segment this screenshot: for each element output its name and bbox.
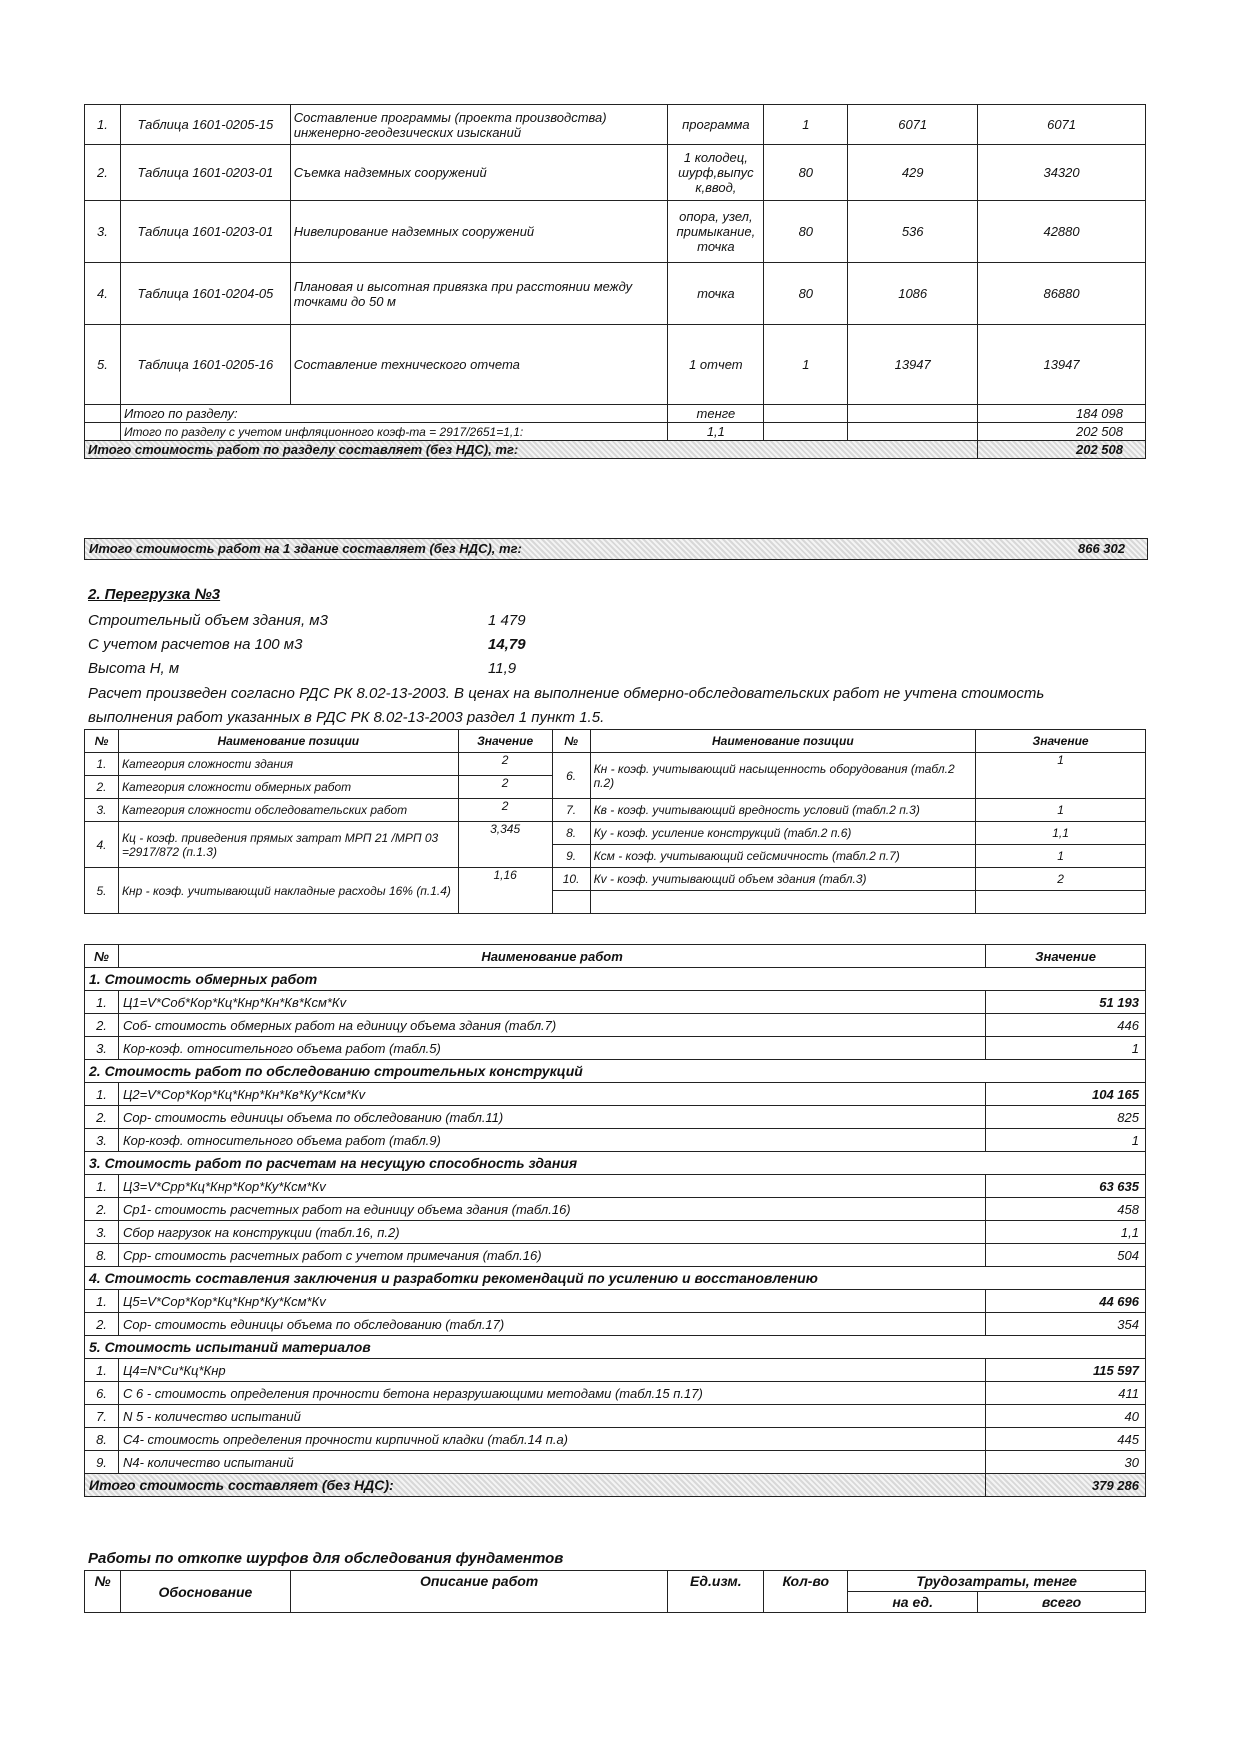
row-description: Составление технического отчета: [290, 325, 668, 405]
table-row: [85, 1037, 1146, 1060]
section-title: 1. Стоимость обмерных работ: [85, 968, 1146, 991]
table-row: [85, 1359, 1146, 1382]
survey-works-table: [84, 104, 1146, 459]
coef-value: 2: [458, 753, 552, 776]
empty-cell: [85, 405, 121, 423]
coef-number: 1.: [85, 753, 119, 776]
row-number: 1.: [85, 1083, 119, 1106]
row-total: 86880: [978, 263, 1146, 325]
coef-name: Кц - коэф. приведения прямых затрат МРП 21 /МРП 03 =2917/872 (п.1.3): [118, 822, 458, 868]
row-value: 354: [986, 1313, 1146, 1336]
coef-number: 8.: [552, 822, 590, 845]
row-value: 446: [986, 1014, 1146, 1037]
row-unit: 1 колодец, шурф,выпус к,ввод,: [668, 145, 764, 201]
empty-cell: [590, 891, 976, 914]
section-title: 2. Стоимость работ по обследованию строительных конструкций: [85, 1060, 1146, 1083]
column-header: Значение: [976, 730, 1146, 753]
coef-number: 6.: [552, 753, 590, 799]
building-total-value: 866 302: [1078, 541, 1125, 556]
empty-cell: [764, 405, 848, 423]
row-name: Ц1=V*Соб*Кор*Кц*Кнр*Кн*Кв*Ксм*Кv: [118, 991, 985, 1014]
row-name: Сор- стоимость единицы объема по обследованию (табл.11): [118, 1106, 985, 1129]
column-header: Значение: [986, 945, 1146, 968]
table-row: [85, 868, 1146, 891]
coef-name: Категория сложности обследовательских работ: [118, 799, 458, 822]
row-qty: 80: [764, 201, 848, 263]
param-row: Высота Н, м 11,9: [88, 660, 517, 677]
coef-number: 10.: [552, 868, 590, 891]
cost-calculation-table: [84, 944, 1146, 1497]
header-qty: Кол-во: [764, 1571, 848, 1613]
row-value: 1: [986, 1129, 1146, 1152]
column-header: Наименование позиции: [590, 730, 976, 753]
table-row: [85, 201, 1146, 263]
table-row: [85, 822, 1146, 845]
table-row: [85, 1106, 1146, 1129]
table-row: [85, 991, 1146, 1014]
coef-name: Кв - коэф. учитывающий вредность условий (табл.2 п.3): [590, 799, 976, 822]
subtotal-unit: тенге: [668, 405, 764, 423]
table-row: [85, 1313, 1146, 1336]
section-total-row: [85, 441, 1146, 459]
row-name: С4- стоимость определения прочности кирпичной кладки (табл.14 п.а): [118, 1428, 985, 1451]
param-row: Строительный объем здания, м3 1 479: [88, 612, 526, 629]
row-name: Ср1- стоимость расчетных работ на единицу объема здания (табл.16): [118, 1198, 985, 1221]
coef-number: 7.: [552, 799, 590, 822]
row-number: 7.: [85, 1405, 119, 1428]
section-title: 3. Стоимость работ по расчетам на несущую способность здания: [85, 1152, 1146, 1175]
empty-cell: [85, 423, 121, 441]
section-2-title: 2. Перегрузка №3: [88, 586, 221, 603]
row-total: 42880: [978, 201, 1146, 263]
table-row: [85, 799, 1146, 822]
row-number: 2.: [85, 1198, 119, 1221]
coef-value: 1,1: [976, 822, 1146, 845]
row-total: 6071: [978, 105, 1146, 145]
coef-value: 1: [976, 845, 1146, 868]
row-description: Съемка надземных сооружений: [290, 145, 668, 201]
row-number: 2.: [85, 1313, 119, 1336]
row-number: 1.: [85, 105, 121, 145]
row-name: Соб- стоимость обмерных работ на единицу объема здания (табл.7): [118, 1014, 985, 1037]
row-value: 411: [986, 1382, 1146, 1405]
building-params: [88, 612, 588, 684]
section-header-row: [85, 1060, 1146, 1083]
coef-number: 4.: [85, 822, 119, 868]
coef-value: 1,16: [458, 868, 552, 914]
row-name: Сбор нагрузок на конструкции (табл.16, п.2): [118, 1221, 985, 1244]
coef-name: Кн - коэф. учитывающий насыщенность оборудования (табл.2 п.2): [590, 753, 976, 799]
table-row: [85, 1198, 1146, 1221]
row-name: Срр- стоимость расчетных работ с учетом примечания (табл.16): [118, 1244, 985, 1267]
row-value: 104 165: [986, 1083, 1146, 1106]
coef-name: Кv - коэф. учитывающий объем здания (табл.3): [590, 868, 976, 891]
header-labor: Трудозатраты, тенге: [848, 1571, 1146, 1592]
row-unit: 1 отчет: [668, 325, 764, 405]
row-basis: Таблица 1601-0205-15: [120, 105, 290, 145]
row-name: Ц2=V*Сор*Кор*Кц*Кнр*Кн*Кв*Ку*Ксм*Кv: [118, 1083, 985, 1106]
column-header: №: [552, 730, 590, 753]
inflation-coef: 1,1: [668, 423, 764, 441]
column-header: Значение: [458, 730, 552, 753]
subtotal-row: [85, 405, 1146, 423]
building-total-row: [84, 538, 1148, 560]
header-row: [85, 945, 1146, 968]
coef-number: 2.: [85, 776, 119, 799]
coef-name: Категория сложности обмерных работ: [118, 776, 458, 799]
inflation-label: Итого по разделу с учетом инфляционного коэф-та = 2917/2651=1,1:: [120, 423, 667, 441]
table-row: [85, 1244, 1146, 1267]
pit-works-table: [84, 1570, 1146, 1613]
table-row: [85, 1382, 1146, 1405]
param-row: С учетом расчетов на 100 м3 14,79: [88, 636, 526, 653]
row-number: 6.: [85, 1382, 119, 1405]
subtotal-label: Итого по разделу:: [120, 405, 667, 423]
row-basis: Таблица 1601-0204-05: [120, 263, 290, 325]
coef-name: Ку - коэф. усиление конструкций (табл.2 п.6): [590, 822, 976, 845]
table-row: [85, 1014, 1146, 1037]
row-number: 8.: [85, 1428, 119, 1451]
section-header-row: [85, 1152, 1146, 1175]
section-total-value: 202 508: [978, 441, 1146, 459]
row-number: 1.: [85, 1359, 119, 1382]
row-number: 3.: [85, 1129, 119, 1152]
row-qty: 80: [764, 263, 848, 325]
row-value: 40: [986, 1405, 1146, 1428]
table-row: [85, 105, 1146, 145]
subtotal-value: 184 098: [978, 405, 1146, 423]
row-name: Кор-коэф. относительного объема работ (табл.9): [118, 1129, 985, 1152]
pit-works-title: Работы по откопке шурфов для обследования фундаментов: [88, 1550, 564, 1567]
table-row: [85, 1221, 1146, 1244]
row-number: 5.: [85, 325, 121, 405]
row-number: 8.: [85, 1244, 119, 1267]
coef-value: 2: [458, 776, 552, 799]
row-total: 13947: [978, 325, 1146, 405]
row-qty: 80: [764, 145, 848, 201]
table-row: [85, 753, 1146, 776]
row-number: 2.: [85, 145, 121, 201]
row-unit: опора, узел, примыкание, точка: [668, 201, 764, 263]
row-value: 1,1: [986, 1221, 1146, 1244]
row-name: Ц5=V*Сор*Кор*Кц*Кнр*Ку*Ксм*Кv: [118, 1290, 985, 1313]
coef-number: 5.: [85, 868, 119, 914]
row-number: 3.: [85, 201, 121, 263]
table-row: [85, 1451, 1146, 1474]
row-value: 825: [986, 1106, 1146, 1129]
table-row: [85, 1175, 1146, 1198]
calculation-note: Расчет произведен согласно РДС РК 8.02-13-2003. В ценах на выполнение обмерно-обследовательских работ не учтена стоимость выполнения работ указанных в РДС РК 8.02-13-2003 раздел 1 пункт 1.5.: [88, 685, 1045, 726]
column-header: Наименование позиции: [118, 730, 458, 753]
row-name: N4- количество испытаний: [118, 1451, 985, 1474]
row-value: 115 597: [986, 1359, 1146, 1382]
header-basis: Обоснование: [120, 1571, 290, 1613]
row-number: 1.: [85, 1290, 119, 1313]
row-name: Сор- стоимость единицы объема по обследованию (табл.17): [118, 1313, 985, 1336]
table-row: [85, 1290, 1146, 1313]
row-value: 458: [986, 1198, 1146, 1221]
row-per-unit: 13947: [848, 325, 978, 405]
row-description: Плановая и высотная привязка при расстоянии между точками до 50 м: [290, 263, 668, 325]
table-row: [85, 1129, 1146, 1152]
row-unit: точка: [668, 263, 764, 325]
section-title: 4. Стоимость составления заключения и разработки рекомендаций по усилению и восстановлению: [85, 1267, 1146, 1290]
row-name: Кор-коэф. относительного объема работ (табл.5): [118, 1037, 985, 1060]
row-number: 2.: [85, 1106, 119, 1129]
row-value: 44 696: [986, 1290, 1146, 1313]
row-number: 9.: [85, 1451, 119, 1474]
column-header: №: [85, 945, 119, 968]
coef-value: 1: [976, 753, 1146, 799]
row-name: Ц4=N*Си*Кц*Кнр: [118, 1359, 985, 1382]
coefficients-table: [84, 729, 1146, 914]
section-title: 5. Стоимость испытаний материалов: [85, 1336, 1146, 1359]
building-total-label: Итого стоимость работ на 1 здание составляет (без НДС), тг:: [89, 541, 522, 556]
empty-cell: [848, 405, 978, 423]
column-header: Наименование работ: [118, 945, 985, 968]
coef-value: 2: [458, 799, 552, 822]
row-basis: Таблица 1601-0203-01: [120, 145, 290, 201]
header-row: [85, 730, 1146, 753]
row-per-unit: 536: [848, 201, 978, 263]
coef-value: 1: [976, 799, 1146, 822]
header-description: Описание работ: [290, 1571, 668, 1613]
row-number: 2.: [85, 1014, 119, 1037]
row-value: 63 635: [986, 1175, 1146, 1198]
empty-cell: [764, 423, 848, 441]
row-value: 51 193: [986, 991, 1146, 1014]
header-per-unit: на ед.: [848, 1592, 978, 1613]
inflation-row: [85, 423, 1146, 441]
row-value: 504: [986, 1244, 1146, 1267]
coef-name: Категория сложности здания: [118, 753, 458, 776]
table-row: [85, 1405, 1146, 1428]
section-total-label: Итого стоимость работ по разделу составляет (без НДС), тг:: [85, 441, 978, 459]
empty-cell: [976, 891, 1146, 914]
row-name: Ц3=V*Срр*Кц*Кнр*Кор*Ку*Ксм*Кv: [118, 1175, 985, 1198]
column-header: №: [85, 730, 119, 753]
row-total: 34320: [978, 145, 1146, 201]
row-name: N 5 - количество испытаний: [118, 1405, 985, 1428]
table-row: [85, 1083, 1146, 1106]
table-row: [85, 1428, 1146, 1451]
empty-cell: [848, 423, 978, 441]
header-num: №: [85, 1571, 121, 1613]
row-qty: 1: [764, 105, 848, 145]
grand-total-row: [85, 1474, 1146, 1497]
coef-value: 3,345: [458, 822, 552, 868]
row-per-unit: 1086: [848, 263, 978, 325]
row-number: 3.: [85, 1037, 119, 1060]
row-basis: Таблица 1601-0203-01: [120, 201, 290, 263]
coef-name: Кнр - коэф. учитывающий накладные расходы 16% (п.1.4): [118, 868, 458, 914]
row-qty: 1: [764, 325, 848, 405]
row-value: 1: [986, 1037, 1146, 1060]
header-unit: Ед.изм.: [668, 1571, 764, 1613]
coef-name: Ксм - коэф. учитывающий сейсмичность (табл.2 п.7): [590, 845, 976, 868]
row-description: Нивелирование надземных сооружений: [290, 201, 668, 263]
row-value: 30: [986, 1451, 1146, 1474]
row-unit: программа: [668, 105, 764, 145]
section-header-row: [85, 1267, 1146, 1290]
table-row: [85, 145, 1146, 201]
section-header-row: [85, 1336, 1146, 1359]
coef-number: 3.: [85, 799, 119, 822]
row-number: 1.: [85, 991, 119, 1014]
row-number: 4.: [85, 263, 121, 325]
table-row: [85, 263, 1146, 325]
table-row: [85, 325, 1146, 405]
row-value: 445: [986, 1428, 1146, 1451]
header-total: всего: [978, 1592, 1146, 1613]
row-number: 3.: [85, 1221, 119, 1244]
empty-cell: [552, 891, 590, 914]
row-per-unit: 429: [848, 145, 978, 201]
grand-total-value: 379 286: [986, 1474, 1146, 1497]
coef-number: 9.: [552, 845, 590, 868]
row-number: 1.: [85, 1175, 119, 1198]
row-basis: Таблица 1601-0205-16: [120, 325, 290, 405]
row-name: С 6 - стоимость определения прочности бетона неразрушающими методами (табл.15 п.17): [118, 1382, 985, 1405]
coef-value: 2: [976, 868, 1146, 891]
grand-total-label: Итого стоимость составляет (без НДС):: [85, 1474, 986, 1497]
inflation-value: 202 508: [978, 423, 1146, 441]
row-per-unit: 6071: [848, 105, 978, 145]
row-description: Составление программы (проекта производства) инженерно-геодезических изысканий: [290, 105, 668, 145]
section-header-row: [85, 968, 1146, 991]
